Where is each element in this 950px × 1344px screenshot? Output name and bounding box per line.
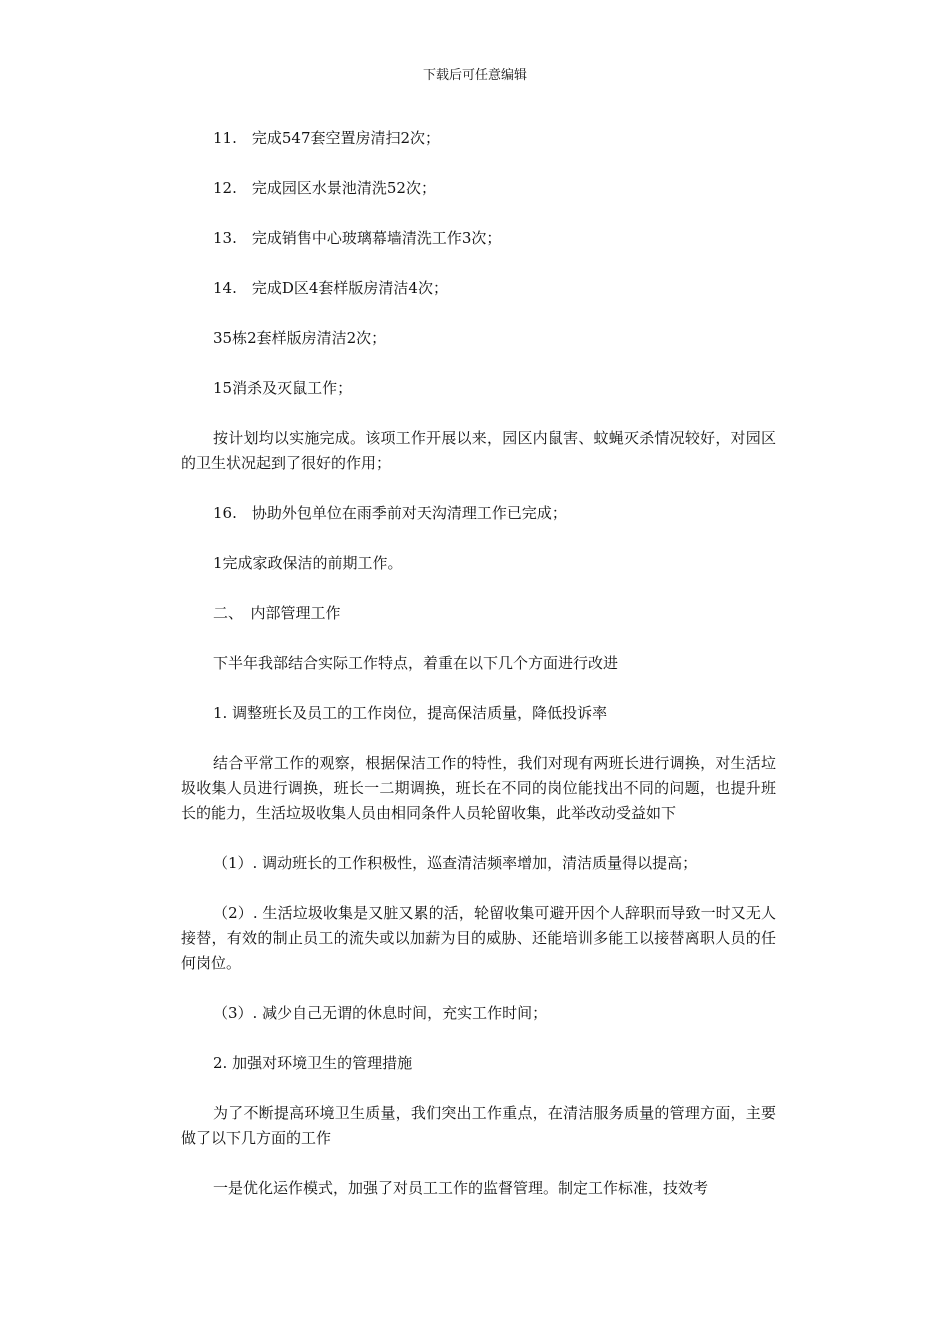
paragraph-improvement-intro: 下半年我部结合实际工作特点，着重在以下几个方面进行改进 (213, 654, 619, 672)
paragraph-item-13: 13. 完成销售中心玻璃幕墙清洗工作3次； (213, 229, 502, 247)
paragraph-rotation-details: 结合平常工作的观察，根据保洁工作的特性，我们对现有两班长进行调换，对生活垃圾收集人员进行调换，班长一二期调换，班长在不同的岗位能找出不同的问题，也提升班长的能力，生活垃圾收集人员由相同条件人员轮留收集，此举改动受益如下 (181, 754, 776, 822)
paragraph-housekeeping: 1完成家政保洁的前期工作。 (213, 554, 403, 572)
page-header: 下载后可任意编辑 (422, 68, 527, 83)
paragraph-quality-focus: 为了不断提高环境卫生质量，我们突出工作重点，在清洁服务质量的管理方面，主要做了以下几方面的工作 (181, 1104, 776, 1147)
paragraph-item-15: 15消杀及灭鼠工作； (213, 379, 353, 397)
paragraph-item-14: 14. 完成D区4套样版房清洁4次； (213, 279, 448, 297)
paragraph-item-11: 11. 完成547套空置房清扫2次； (213, 129, 441, 147)
paragraph-pest-control: 按计划均以实施完成。该项工作开展以来，园区内鼠害、蚊蝇灭杀情况较好，对园区的卫生状况起到了很好的作用； (181, 429, 776, 472)
paragraph-item-12: 12. 完成园区水景池清洗52次； (213, 179, 436, 197)
paragraph-item-16: 16. 协助外包单位在雨季前对天沟清理工作已完成； (213, 504, 567, 522)
subheading-environment-management: 2. 加强对环境卫生的管理措施 (213, 1054, 413, 1072)
section-heading-internal-management: 二、 内部管理工作 (213, 604, 341, 622)
document-body (181, 126, 776, 1226)
list-item-benefit-3: （3）. 减少自己无谓的休息时间，充实工作时间； (213, 1004, 548, 1022)
list-item-benefit-1: （1）. 调动班长的工作积极性，巡查清洁频率增加，清洁质量得以提高； (213, 854, 698, 872)
subheading-adjust-positions: 1. 调整班长及员工的工作岗位，提高保洁质量，降低投诉率 (213, 704, 608, 722)
list-item-benefit-2: （2）. 生活垃圾收集是又脏又累的活，轮留收集可避开因个人辞职而导致一时又无人接替，有效的制止员工的流失或以加薪为目的威胁、还能培训多能工以接替离职人员的任何岗位。 (181, 904, 776, 972)
paragraph-building-35: 35栋2套样版房清洁2次； (213, 329, 387, 347)
paragraph-optimize-operations: 一是优化运作模式，加强了对员工工作的监督管理。制定工作标准，技效考 (213, 1179, 709, 1197)
